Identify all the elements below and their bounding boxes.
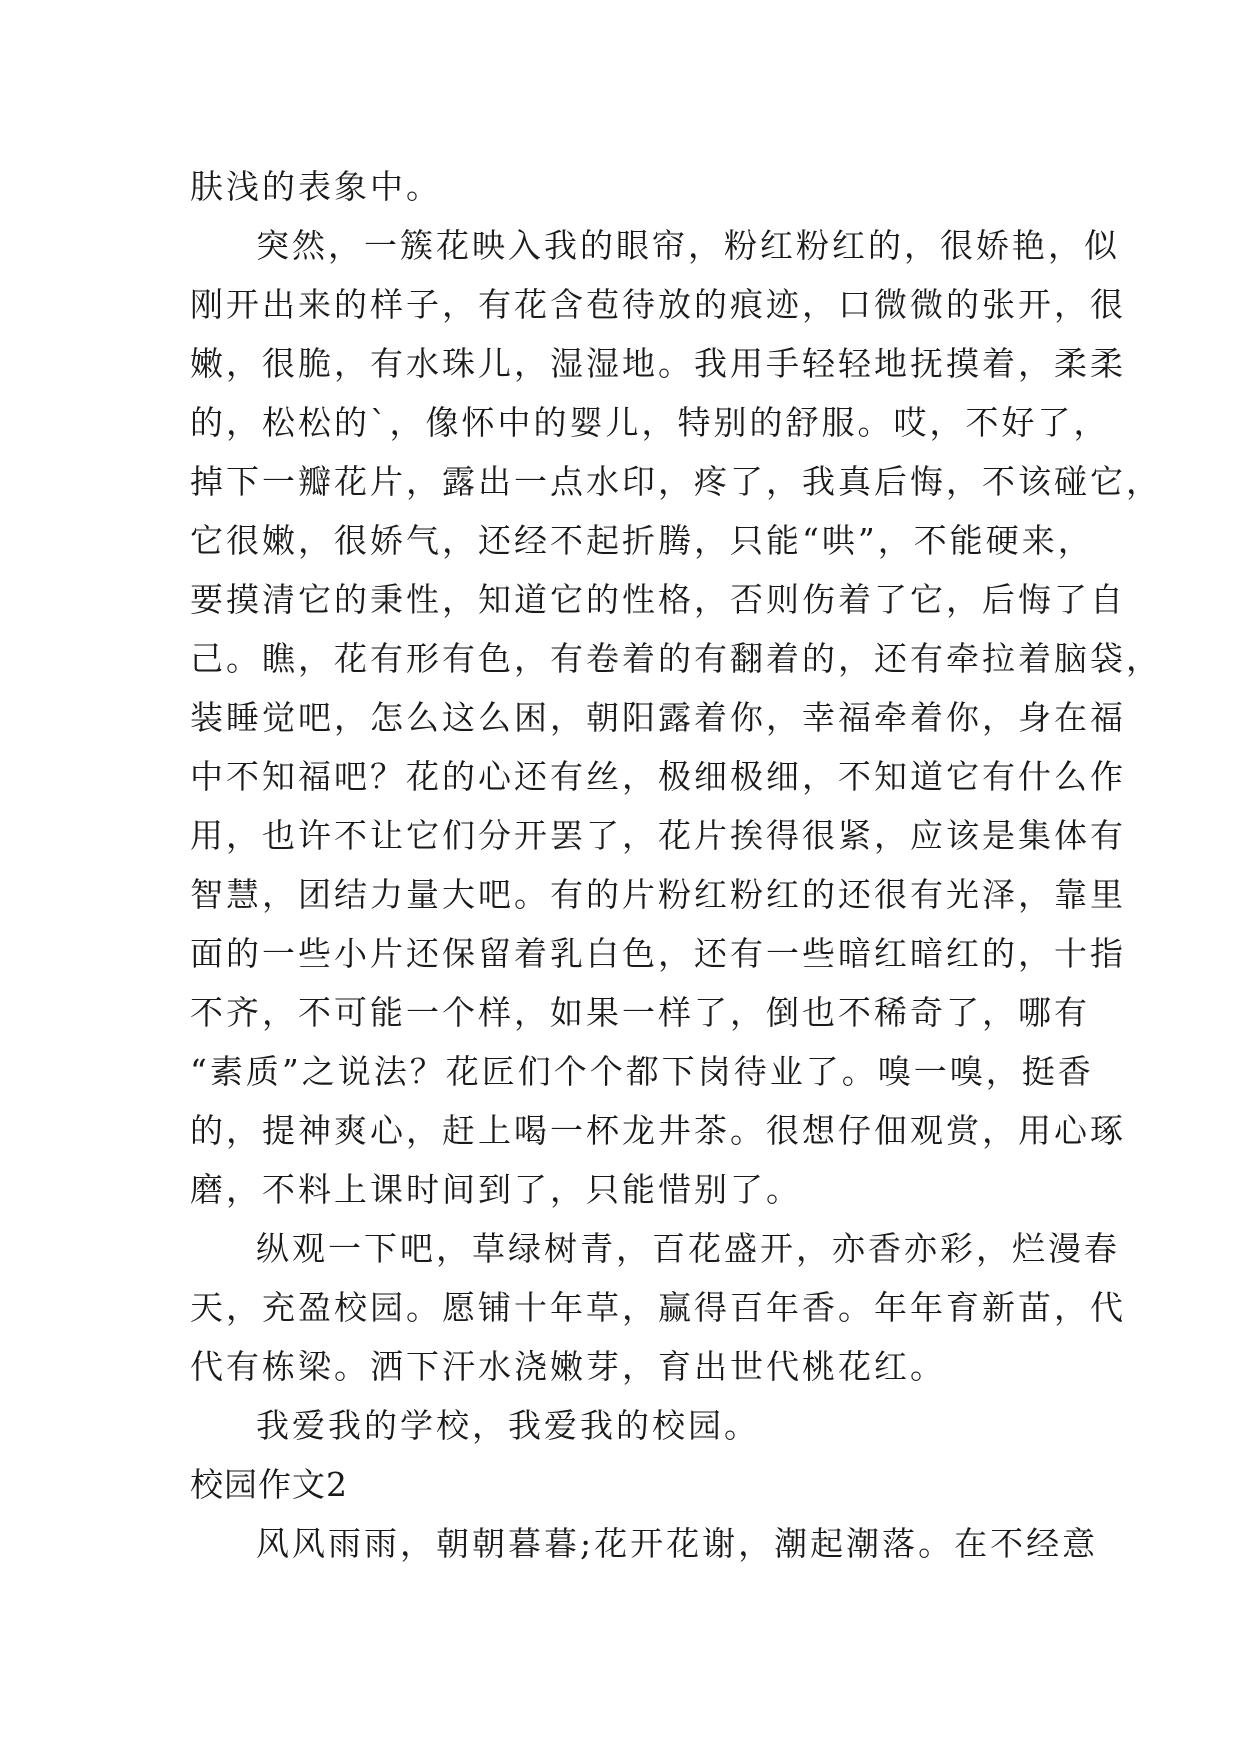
text-line: 的，松松的`，像怀中的婴儿，特别的舒服。哎，不好了，: [190, 403, 1110, 442]
text-line: 不齐，不可能一个样，如果一样了，倒也不稀奇了，哪有: [190, 993, 1090, 1032]
text-line: 掉下一瓣花片，露出一点水印，疼了，我真后悔，不该碰它，: [190, 462, 1162, 501]
paragraph-start-line: 我爱我的学校，我爱我的校园。: [256, 1406, 760, 1445]
text-line: 己。瞧，花有形有色，有卷着的有翻着的，还有牵拉着脑袋，: [190, 639, 1162, 678]
text-line: 用，也许不让它们分开罢了，花片挨得很紧，应该是集体有: [190, 816, 1126, 855]
section-heading: 校园作文2: [190, 1465, 348, 1504]
text-line: “素质”之说法？花匠们个个都下岗待业了。嗅一嗅，挺香: [190, 1052, 1094, 1091]
text-line: 它很嫩，很娇气，还经不起折腾，只能“哄”，不能硬来，: [190, 521, 1094, 560]
text-line: 肤浅的表象中。: [190, 167, 442, 206]
text-line: 天，充盈校园。愿铺十年草，赢得百年香。年年育新苗，代: [190, 1288, 1126, 1327]
text-line: 刚开出来的样子，有花含苞待放的痕迹，口微微的张开，很: [190, 285, 1126, 324]
paragraph-start-line: 纵观一下吧，草绿树青，百花盛开，亦香亦彩，烂漫春: [256, 1229, 1120, 1268]
text-line: 磨，不料上课时间到了，只能惜别了。: [190, 1170, 802, 1209]
text-line: 要摸清它的秉性，知道它的性格，否则伤着了它，后悔了自: [190, 580, 1126, 619]
paragraph-start-line: 风风雨雨，朝朝暮暮;花开花谢，潮起潮落。在不经意: [256, 1524, 1099, 1563]
paragraph-start-line: 突然，一簇花映入我的眼帘，粉红粉红的，很娇艳，似: [256, 226, 1120, 265]
text-line: 中不知福吧？花的心还有丝，极细极细，不知道它有什么作: [190, 757, 1126, 796]
text-line: 的，提神爽心，赶上喝一杯龙井茶。很想仔佃观赏，用心琢: [190, 1111, 1126, 1150]
article-body: [190, 157, 1162, 1573]
text-line: 嫩，很脆，有水珠儿，湿湿地。我用手轻轻地抚摸着，柔柔: [190, 344, 1126, 383]
text-line: 代有栋梁。洒下汗水浇嫩芽，育出世代桃花红。: [190, 1347, 946, 1386]
text-line: 面的一些小片还保留着乳白色，还有一些暗红暗红的，十指: [190, 934, 1126, 973]
text-line: 智慧，团结力量大吧。有的片粉红粉红的还很有光泽，靠里: [190, 875, 1126, 914]
text-line: 装睡觉吧，怎么这么困，朝阳露着你，幸福牵着你，身在福: [190, 698, 1126, 737]
